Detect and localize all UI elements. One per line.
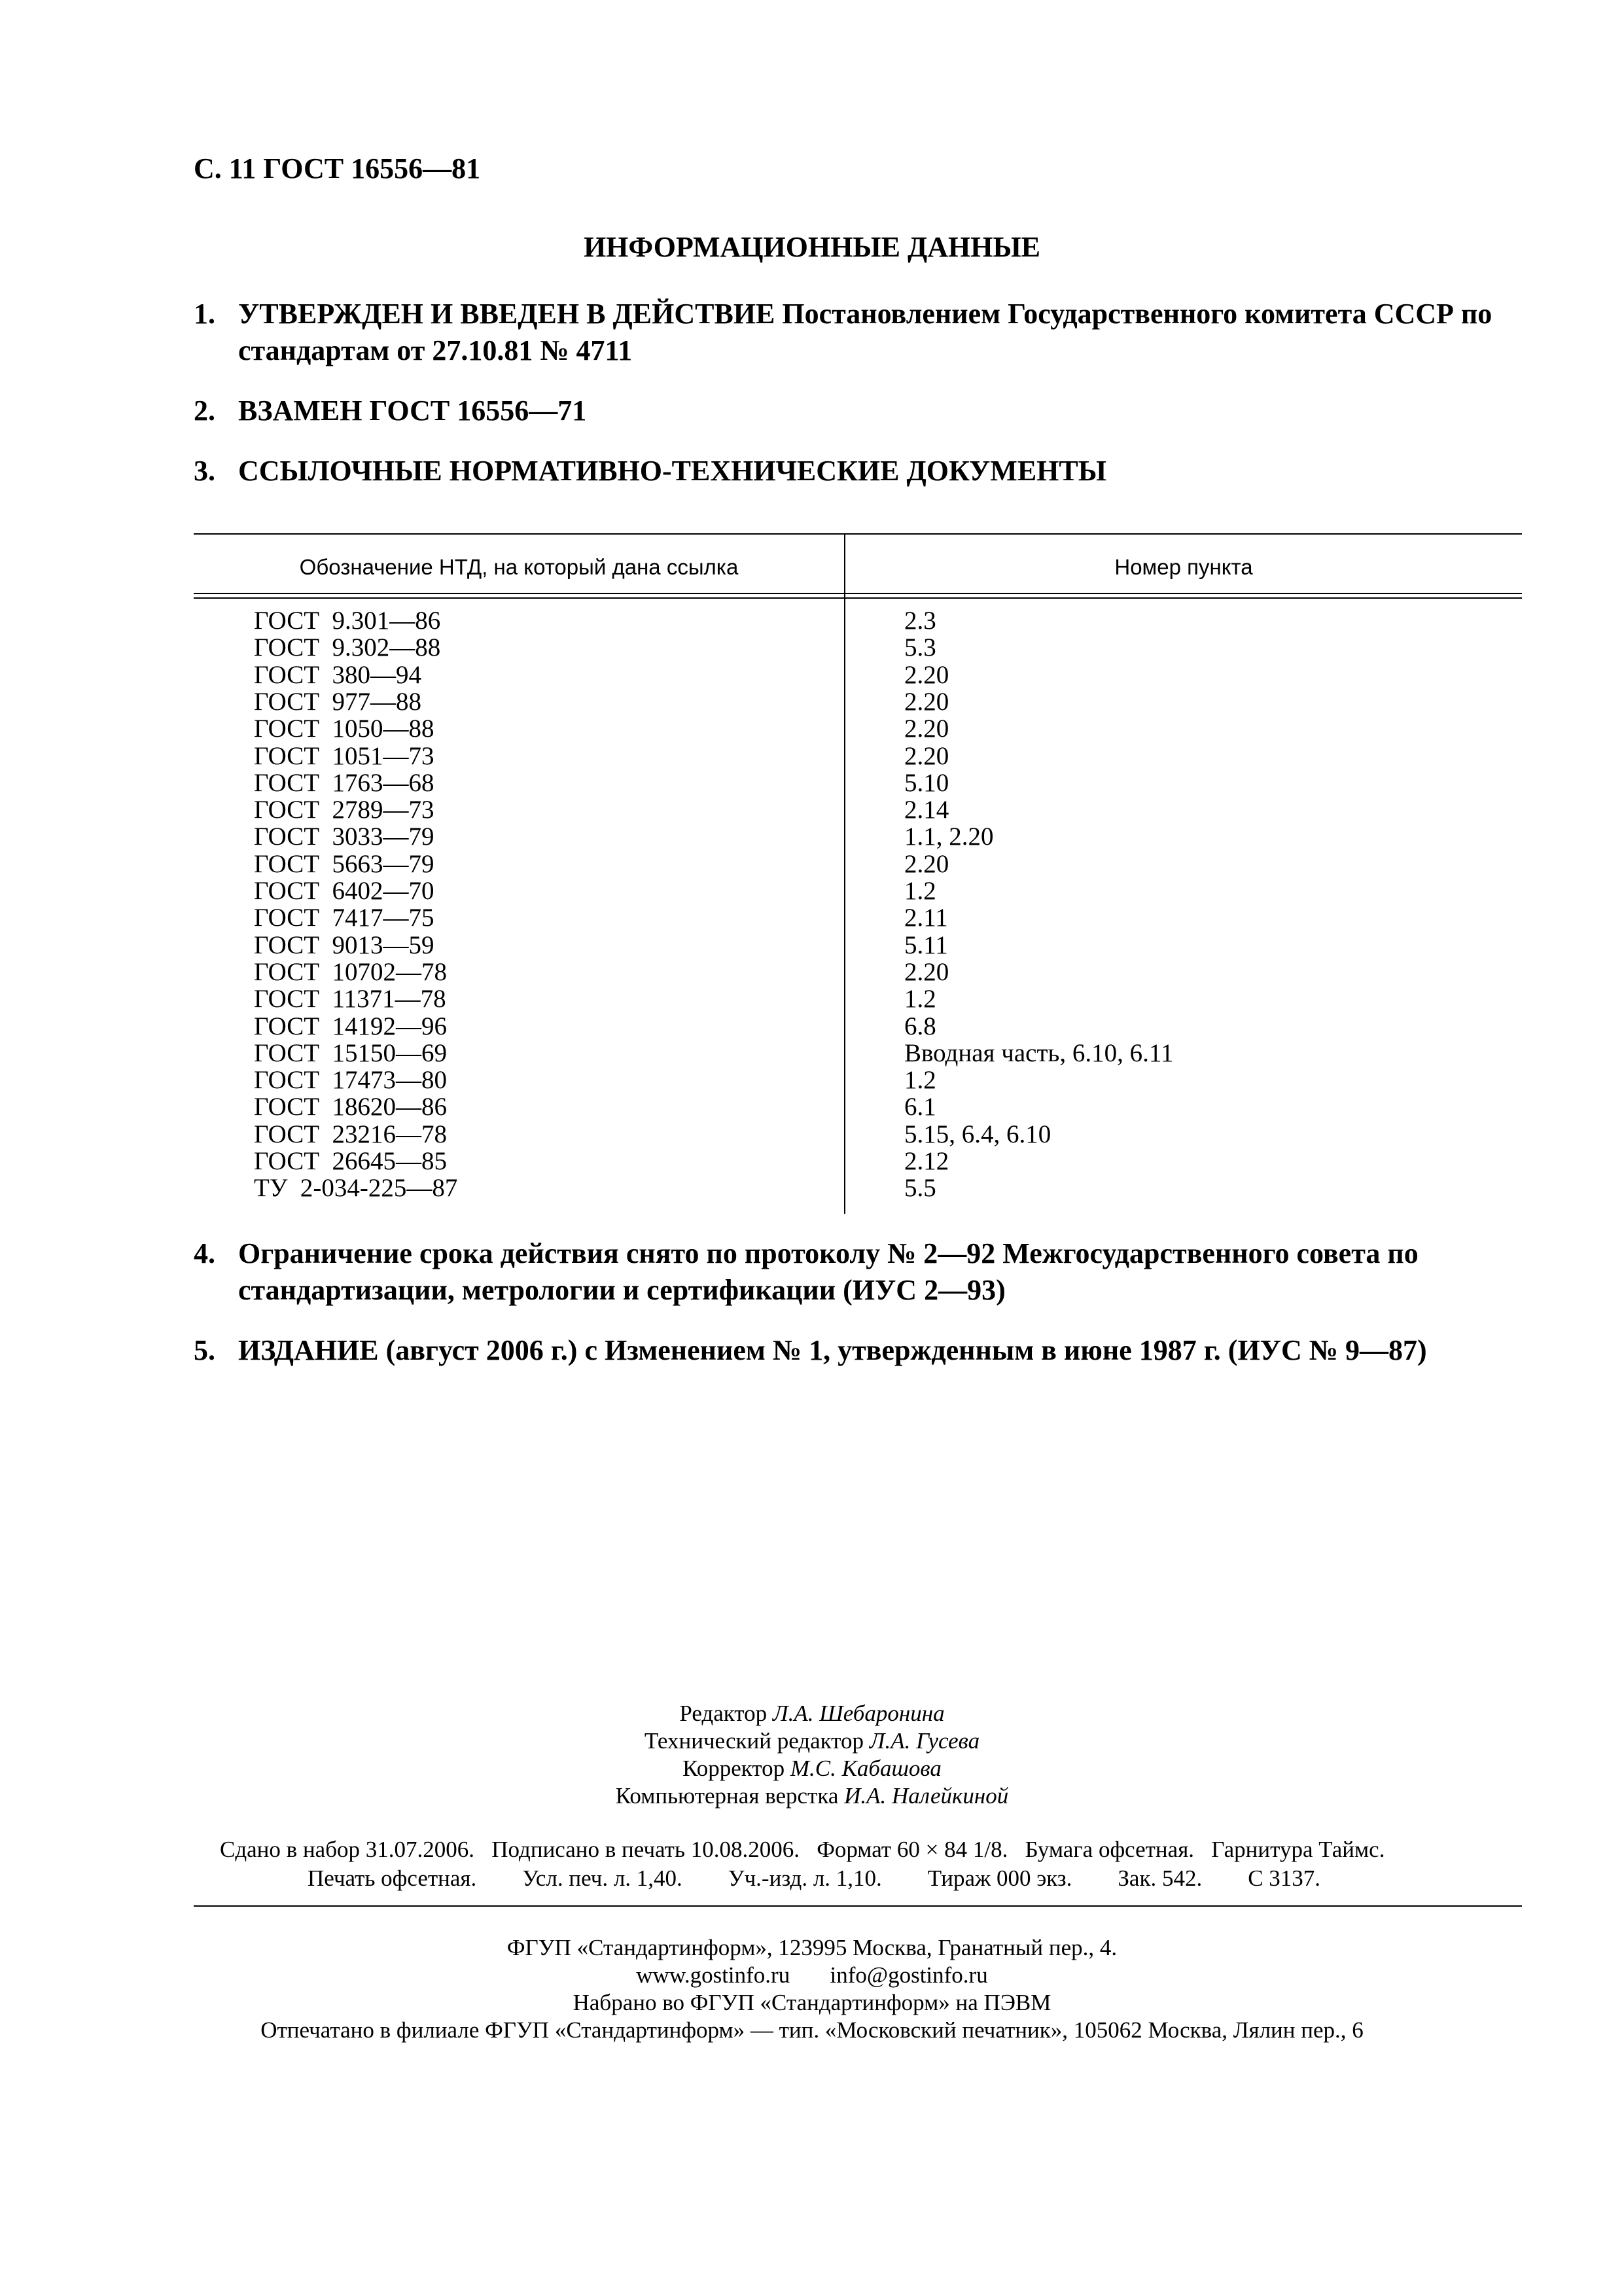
- credit-name: М.С. Кабашова: [790, 1756, 942, 1781]
- table-cell-designation: ГОСТ 11371—78: [254, 985, 446, 1013]
- table-cell-clause: 5.15, 6.4, 6.10: [904, 1120, 1051, 1148]
- table-cell-clause: 2.3: [904, 607, 936, 635]
- table-cell-clause: Вводная часть, 6.10, 6.11: [904, 1039, 1174, 1067]
- info-item-5: [194, 1332, 1522, 1369]
- item-text: ВЗАМЕН ГОСТ 16556—71: [238, 395, 587, 427]
- imprint-line-1: Сдано в набор 31.07.2006. Подписано в печать 10.08.2006. Формат 60 × 84 1/8. Бумага офсетная. Гарнитура Таймс.: [220, 1837, 1385, 1862]
- item-number: 3.: [194, 455, 215, 487]
- credit-layout: [0, 1782, 1624, 1810]
- info-item-1: [194, 296, 1522, 369]
- credit-name: И.А. Налейкиной: [844, 1783, 1009, 1809]
- credit-tech-editor: [0, 1727, 1624, 1755]
- table-cell-designation: ГОСТ 18620—86: [254, 1093, 448, 1121]
- imprint-line-2: Печать офсетная. Усл. печ. л. 1,40. Уч.-изд. л. 1,10. Тираж 000 экз. Зак. 542. С 3137.: [308, 1865, 1321, 1891]
- item-text: ИЗДАНИЕ (август 2006 г.) с Изменением № 1, утвержденным в июне 1987 г. (ИУС № 9—87): [238, 1334, 1427, 1366]
- table-cell-clause: 2.20: [904, 742, 949, 770]
- table-cell-designation: ГОСТ 7417—75: [254, 904, 434, 932]
- table-top-rule: [194, 533, 1522, 535]
- info-item-3: [194, 453, 1522, 489]
- info-item-2: [194, 393, 1522, 429]
- info-item-4: [194, 1235, 1522, 1309]
- imprint-rule: [194, 1905, 1522, 1907]
- credit-proofreader: [0, 1755, 1624, 1782]
- credit-role: Технический редактор: [644, 1728, 864, 1754]
- item-number: 1.: [194, 298, 215, 330]
- table-cell-clause: 6.1: [904, 1093, 936, 1121]
- table-cell-designation: ГОСТ 1051—73: [254, 742, 434, 770]
- table-cell-designation: ГОСТ 9.301—86: [254, 607, 441, 635]
- table-header-clause: Номер пункта: [1114, 555, 1253, 579]
- table-cell-designation: ГОСТ 23216—78: [254, 1120, 448, 1148]
- footer-web: www.gostinfo.ru info@gostinfo.ru: [636, 1962, 988, 1988]
- table-cell-clause: 1.1, 2.20: [904, 822, 994, 851]
- table-cell-clause: 2.20: [904, 688, 949, 716]
- footer-printed: Отпечатано в филиале ФГУП «Стандартинформ» — тип. «Московский печатник», 105062 Москва, Лялин пер., 6: [260, 2017, 1364, 2043]
- table-cell-clause: 5.5: [904, 1174, 936, 1202]
- table-cell-designation: ГОСТ 15150—69: [254, 1039, 448, 1067]
- table-cell-clause: 1.2: [904, 1066, 936, 1094]
- table-cell-designation: ГОСТ 380—94: [254, 661, 422, 689]
- table-cell-clause: 5.11: [904, 931, 948, 959]
- credit-role: Редактор: [679, 1701, 768, 1726]
- table-cell-clause: 5.10: [904, 769, 949, 797]
- credit-role: Компьютерная верстка: [615, 1783, 839, 1809]
- credit-role: Корректор: [682, 1756, 785, 1781]
- table-cell-designation: ГОСТ 9013—59: [254, 931, 434, 959]
- table-cell-clause: 6.8: [904, 1012, 936, 1040]
- table-cell-designation: ГОСТ 1763—68: [254, 769, 434, 797]
- item-number: 4.: [194, 1237, 215, 1269]
- table-cell-designation: ГОСТ 6402—70: [254, 877, 434, 905]
- item-number: 2.: [194, 395, 215, 427]
- table-cell-clause: 2.20: [904, 715, 949, 743]
- item-text: Ограничение срока действия снято по протоколу № 2—92 Межгосударственного совета по стандартизации, метрологии и сертификации (ИУС 2—93): [238, 1237, 1419, 1306]
- page-header: С. 11 ГОСТ 16556—81: [194, 152, 481, 185]
- table-cell-clause: 2.20: [904, 850, 949, 878]
- footer-typeset: Набрано во ФГУП «Стандартинформ» на ПЭВМ: [573, 1990, 1051, 2015]
- item-text: ССЫЛОЧНЫЕ НОРМАТИВНО-ТЕХНИЧЕСКИЕ ДОКУМЕНТЫ: [238, 455, 1106, 487]
- table-cell-clause: 1.2: [904, 877, 936, 905]
- table-header-designation: Обозначение НТД, на который дана ссылка: [299, 555, 739, 579]
- table-cell-designation: ГОСТ 10702—78: [254, 958, 448, 986]
- table-cell-designation: ГОСТ 17473—80: [254, 1066, 448, 1094]
- table-cell-clause: 2.12: [904, 1147, 949, 1175]
- table-cell-designation: ГОСТ 3033—79: [254, 822, 434, 851]
- table-cell-designation: ГОСТ 14192—96: [254, 1012, 448, 1040]
- section-title: ИНФОРМАЦИОННЫЕ ДАННЫЕ: [583, 231, 1041, 263]
- credit-editor: [0, 1700, 1624, 1727]
- table-cell-designation: ТУ 2-034-225—87: [254, 1174, 458, 1202]
- table-cell-clause: 5.3: [904, 633, 936, 662]
- credit-name: Л.А. Шебаронина: [772, 1701, 945, 1726]
- table-cell-designation: ГОСТ 2789—73: [254, 796, 434, 824]
- table-cell-designation: ГОСТ 977—88: [254, 688, 422, 716]
- table-cell-designation: ГОСТ 1050—88: [254, 715, 434, 743]
- table-cell-clause: 2.14: [904, 796, 949, 824]
- table-cell-clause: 2.11: [904, 904, 948, 932]
- table-cell-designation: ГОСТ 9.302—88: [254, 633, 441, 662]
- table-cell-designation: ГОСТ 5663—79: [254, 850, 434, 878]
- table-cell-designation: ГОСТ 26645—85: [254, 1147, 448, 1175]
- footer-publisher: ФГУП «Стандартинформ», 123995 Москва, Гранатный пер., 4.: [506, 1935, 1118, 1960]
- table-cell-clause: 1.2: [904, 985, 936, 1013]
- table-cell-clause: 2.20: [904, 661, 949, 689]
- table-cell-clause: 2.20: [904, 958, 949, 986]
- table-header-rule: [194, 593, 1522, 594]
- item-text: УТВЕРЖДЕН И ВВЕДЕН В ДЕЙСТВИЕ Постановлением Государственного комитета СССР по стандартам от 27.10.81 № 4711: [238, 298, 1492, 366]
- table-column-divider: [844, 533, 845, 1214]
- table-header-rule-double: [194, 597, 1522, 599]
- item-number: 5.: [194, 1334, 215, 1366]
- credit-name: Л.А. Гусева: [869, 1728, 980, 1754]
